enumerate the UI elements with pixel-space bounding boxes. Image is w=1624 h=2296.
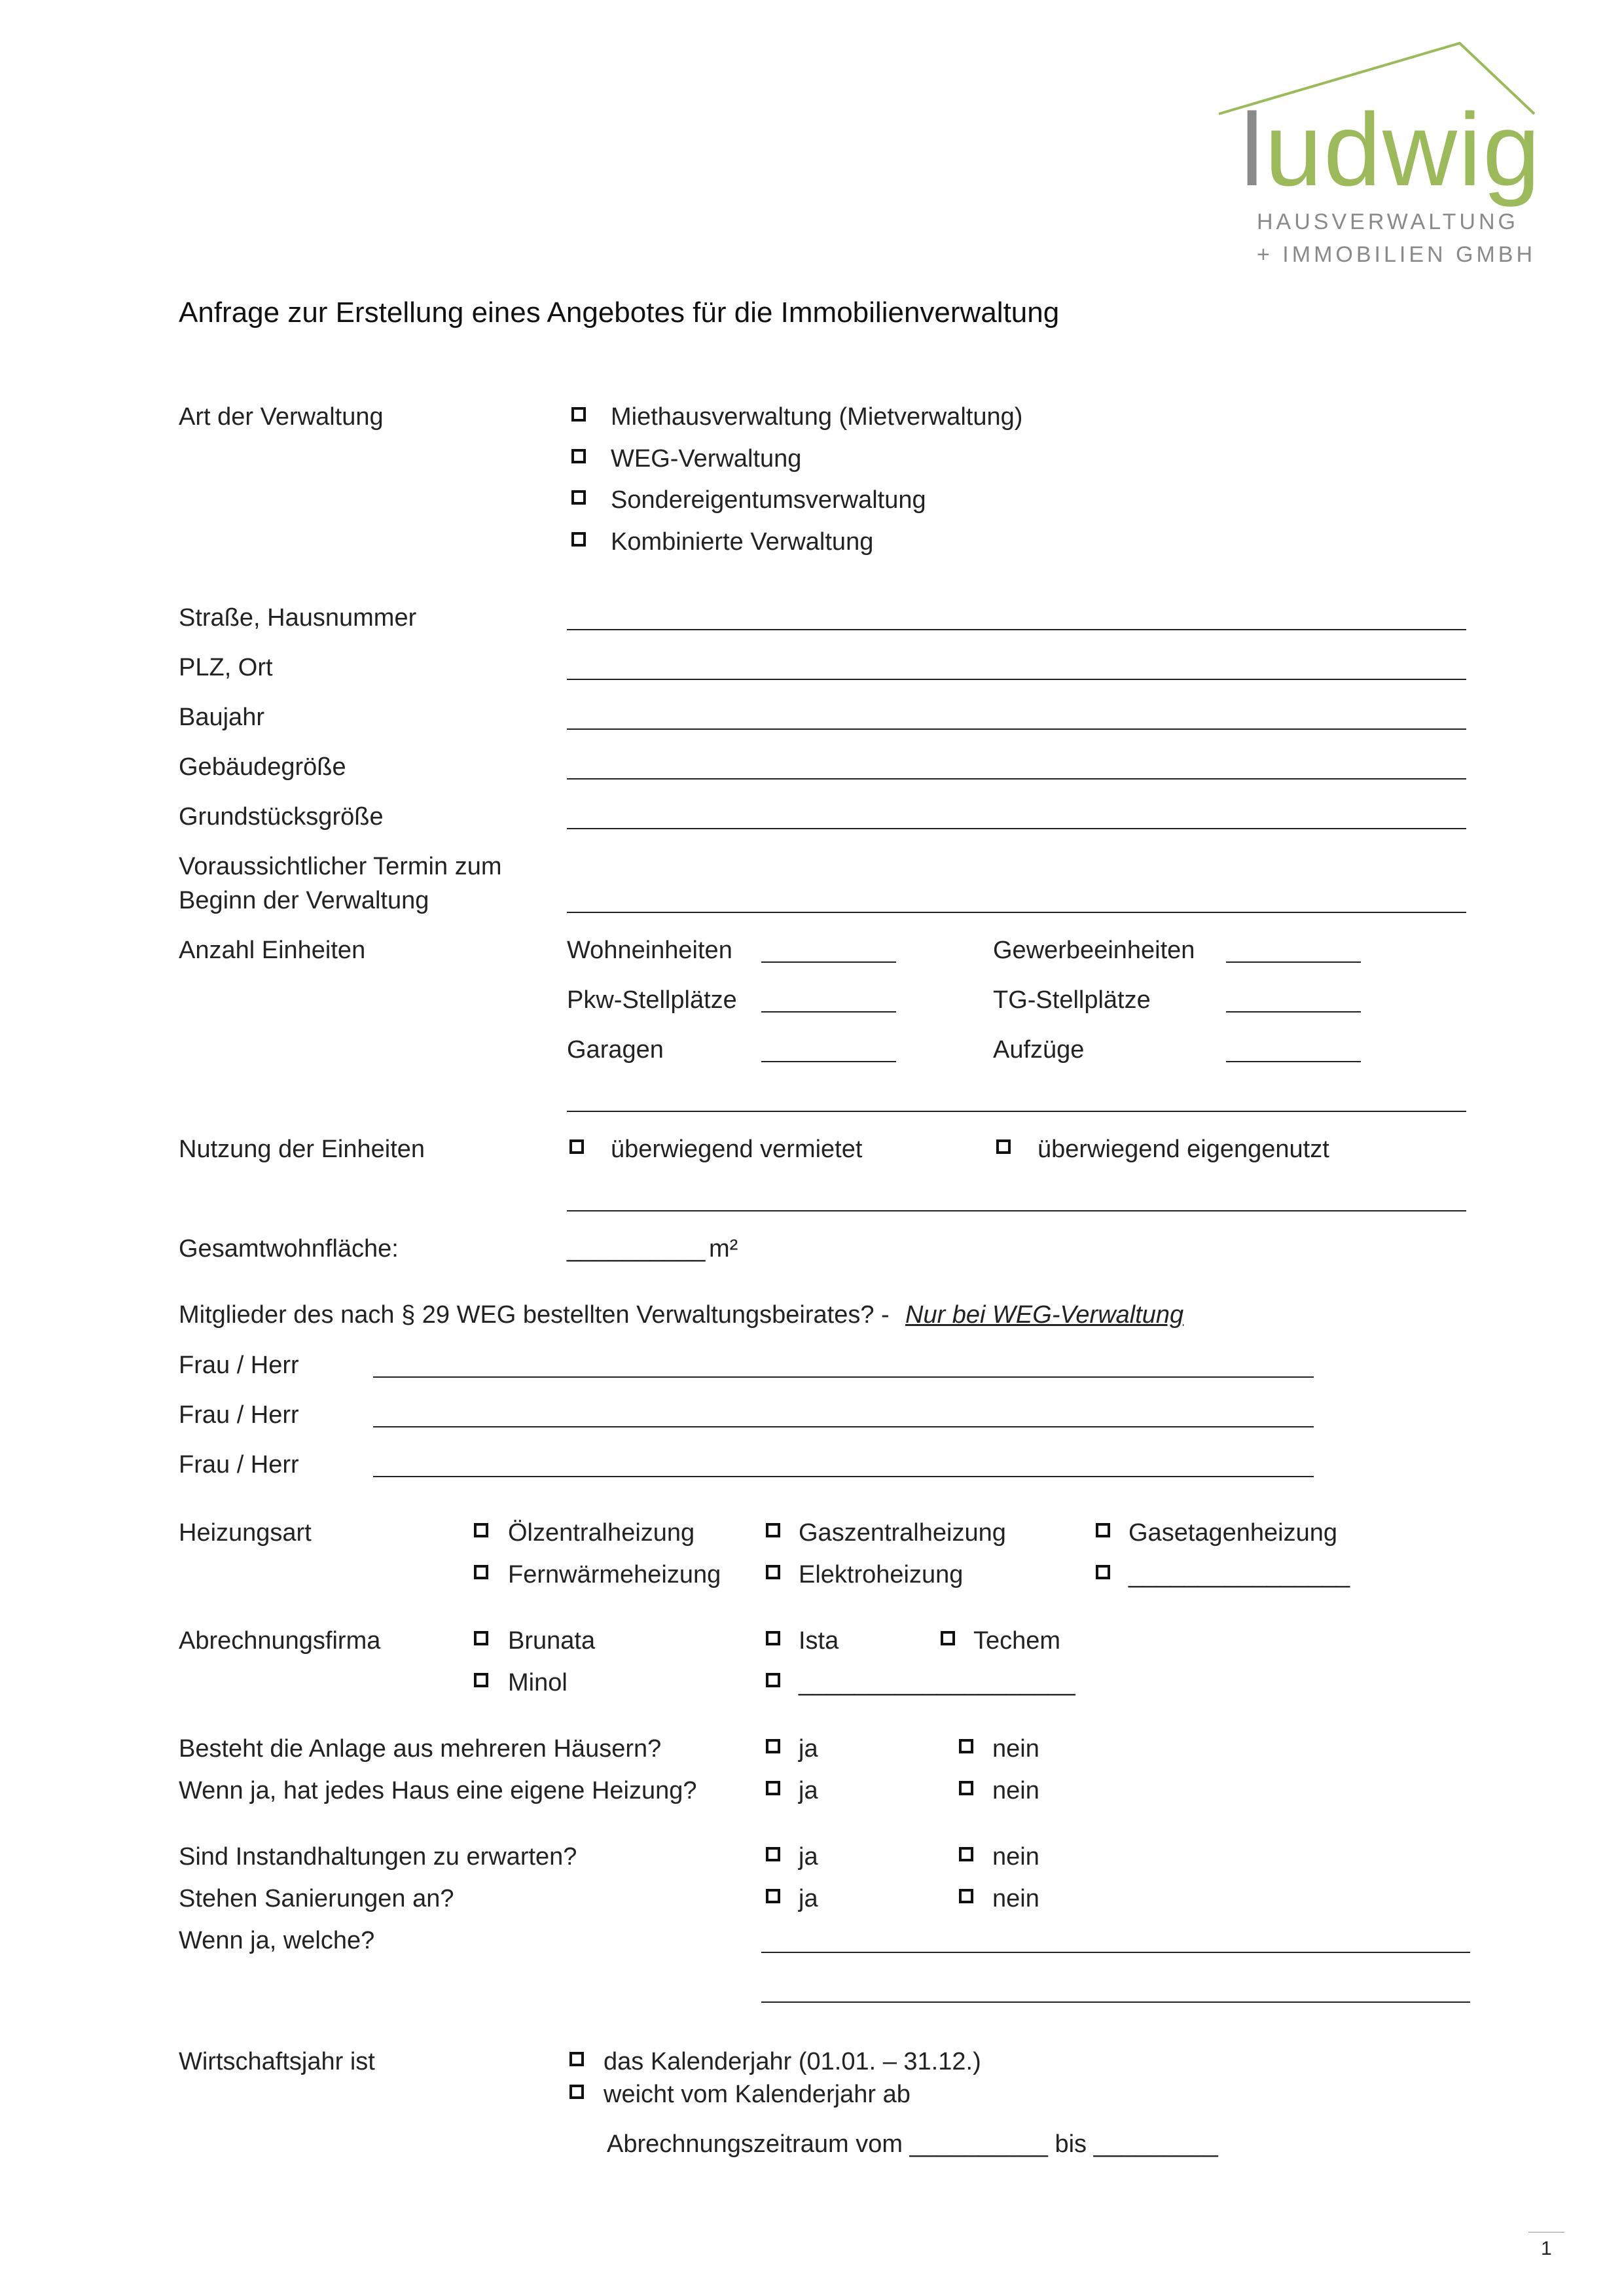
pkw-field[interactable]	[761, 1011, 896, 1013]
einheiten-label: Anzahl Einheiten	[179, 937, 366, 964]
heizung-elektro-label: Elektroheizung	[799, 1561, 964, 1588]
nutzung-checkbox-1[interactable]	[569, 1139, 584, 1154]
abrechnung-techem-checkbox[interactable]	[941, 1631, 955, 1645]
wirtschaftsjahr-option-1: das Kalenderjahr (01.01. – 31.12.)	[604, 2048, 981, 2075]
art-checkbox-1[interactable]	[571, 407, 586, 422]
heizung-etage-checkbox[interactable]	[1096, 1523, 1110, 1537]
heizung-gas-label: Gaszentralheizung	[799, 1519, 1006, 1547]
nutzung-extra-field[interactable]	[567, 1210, 1466, 1211]
heizung-label: Heizungsart	[179, 1519, 312, 1547]
abrechnungszeitraum: Abrechnungszeitraum vom __________ bis _________	[607, 2130, 1218, 2158]
tg-label: TG-Stellplätze	[993, 986, 1151, 1014]
heizung-oel-label: Ölzentralheizung	[508, 1519, 695, 1547]
plz-field[interactable]	[567, 679, 1466, 680]
logo-line-1: HAUSVERWALTUNG	[1257, 209, 1519, 234]
wohnflaeche-unit: m²	[709, 1235, 738, 1263]
frage-heizung-ja-checkbox[interactable]	[766, 1781, 780, 1795]
pkw-label: Pkw-Stellplätze	[567, 986, 737, 1014]
frage-instandhaltung-nein-checkbox[interactable]	[959, 1847, 973, 1861]
page-number-rule	[1528, 2232, 1564, 2233]
wirtschaftsjahr-checkbox-2[interactable]	[569, 2085, 584, 2099]
aufzuege-label: Aufzüge	[993, 1036, 1085, 1064]
art-option-1: Miethausverwaltung (Mietverwaltung)	[611, 403, 1023, 431]
abrechnung-other-field[interactable]: ____________________	[799, 1669, 1075, 1696]
garagen-field[interactable]	[761, 1061, 896, 1062]
abrechnung-ista-checkbox[interactable]	[766, 1631, 780, 1645]
frage-haeuser: Besteht die Anlage aus mehreren Häusern?	[179, 1735, 662, 1763]
wirtschaftsjahr-checkbox-1[interactable]	[569, 2052, 584, 2066]
beirat-person-label-2: Frau / Herr	[179, 1401, 299, 1429]
gebaeude-field[interactable]	[567, 778, 1466, 780]
heizung-fern-checkbox[interactable]	[474, 1565, 488, 1579]
aufzuege-field[interactable]	[1226, 1061, 1361, 1062]
abrechnung-brunata-label: Brunata	[508, 1627, 596, 1655]
wohn-field[interactable]	[761, 961, 896, 963]
termin-field[interactable]	[567, 912, 1466, 913]
beirat-person-label-3: Frau / Herr	[179, 1451, 299, 1479]
frage-instandhaltung-ja: ja	[799, 1843, 818, 1871]
frage-heizung-nein-checkbox[interactable]	[959, 1781, 973, 1795]
beirat-question: Mitglieder des nach § 29 WEG bestellten Verwaltungsbeirates? -	[179, 1301, 890, 1329]
baujahr-field[interactable]	[567, 728, 1466, 730]
gewerbe-field[interactable]	[1226, 961, 1361, 963]
art-checkbox-2[interactable]	[571, 449, 586, 463]
termin-label-1: Voraussichtlicher Termin zum	[179, 853, 502, 880]
heizung-fern-label: Fernwärmeheizung	[508, 1561, 721, 1588]
heizung-elektro-checkbox[interactable]	[766, 1565, 780, 1579]
frage-heizung-ja: ja	[799, 1777, 818, 1804]
wohnflaeche-field[interactable]: __________	[567, 1235, 706, 1263]
beirat-person-label-1: Frau / Herr	[179, 1352, 299, 1379]
abrechnung-brunata-checkbox[interactable]	[474, 1631, 488, 1645]
logo: ludwig	[1240, 92, 1542, 207]
frage-sanierung-ja: ja	[799, 1885, 818, 1912]
logo-line-2: + IMMOBILIEN GMBH	[1257, 242, 1536, 267]
nutzung-label: Nutzung der Einheiten	[179, 1136, 425, 1163]
frage-haeuser-ja: ja	[799, 1735, 818, 1763]
strasse-label: Straße, Hausnummer	[179, 604, 417, 632]
frage-sanierung-ja-checkbox[interactable]	[766, 1889, 780, 1903]
heizung-oel-checkbox[interactable]	[474, 1523, 488, 1537]
wohn-label: Wohneinheiten	[567, 937, 732, 964]
frage-haeuser-nein: nein	[992, 1735, 1039, 1763]
art-checkbox-3[interactable]	[571, 490, 586, 505]
welche-field-2[interactable]	[761, 2001, 1470, 2003]
page-title: Anfrage zur Erstellung eines Angebotes für die Immobilienverwaltung	[179, 296, 1060, 329]
frage-welche: Wenn ja, welche?	[179, 1927, 375, 1954]
frage-sanierung-nein-checkbox[interactable]	[959, 1889, 973, 1903]
abrechnung-minol-checkbox[interactable]	[474, 1673, 488, 1687]
termin-label-2: Beginn der Verwaltung	[179, 887, 429, 914]
frage-instandhaltung-nein: nein	[992, 1843, 1039, 1871]
nutzung-option-1: überwiegend vermietet	[611, 1136, 863, 1163]
heizung-other-checkbox[interactable]	[1096, 1565, 1110, 1579]
wirtschaftsjahr-label: Wirtschaftsjahr ist	[179, 2048, 375, 2075]
wohnflaeche-label: Gesamtwohnfläche:	[179, 1235, 399, 1263]
frage-instandhaltung: Sind Instandhaltungen zu erwarten?	[179, 1843, 577, 1871]
art-option-2: WEG-Verwaltung	[611, 445, 802, 473]
welche-field-1[interactable]	[761, 1952, 1470, 1953]
nutzung-checkbox-2[interactable]	[996, 1139, 1011, 1154]
frage-heizung-nein: nein	[992, 1777, 1039, 1804]
art-checkbox-4[interactable]	[571, 532, 586, 547]
abrechnung-other-checkbox[interactable]	[766, 1673, 780, 1687]
strasse-field[interactable]	[567, 629, 1466, 630]
abrechnung-label: Abrechnungsfirma	[179, 1627, 381, 1655]
art-option-3: Sondereigentumsverwaltung	[611, 486, 926, 514]
wirtschaftsjahr-option-2: weicht vom Kalenderjahr ab	[604, 2081, 911, 2108]
gebaeude-label: Gebäudegröße	[179, 753, 346, 781]
garagen-label: Garagen	[567, 1036, 664, 1064]
beirat-person-field-3[interactable]	[373, 1476, 1314, 1477]
plz-label: PLZ, Ort	[179, 654, 273, 681]
art-option-4: Kombinierte Verwaltung	[611, 528, 874, 556]
page-number: 1	[1541, 2238, 1552, 2259]
art-label: Art der Verwaltung	[179, 403, 384, 431]
frage-sanierung: Stehen Sanierungen an?	[179, 1885, 454, 1912]
frage-sanierung-nein: nein	[992, 1885, 1039, 1912]
heizung-gas-checkbox[interactable]	[766, 1523, 780, 1537]
frage-haeuser-ja-checkbox[interactable]	[766, 1739, 780, 1753]
beirat-person-field-1[interactable]	[373, 1376, 1314, 1378]
beirat-person-field-2[interactable]	[373, 1426, 1314, 1427]
grundstueck-field[interactable]	[567, 828, 1466, 829]
baujahr-label: Baujahr	[179, 704, 264, 731]
beirat-note: Nur bei WEG-Verwaltung	[905, 1301, 1184, 1329]
gewerbe-label: Gewerbeeinheiten	[993, 937, 1195, 964]
heizung-etage-label: Gasetagenheizung	[1128, 1519, 1338, 1547]
frage-haeuser-nein-checkbox[interactable]	[959, 1739, 973, 1753]
frage-heizung: Wenn ja, hat jedes Haus eine eigene Heizung?	[179, 1777, 697, 1804]
abrechnung-techem-label: Techem	[973, 1627, 1061, 1655]
frage-instandhaltung-ja-checkbox[interactable]	[766, 1847, 780, 1861]
tg-field[interactable]	[1226, 1011, 1361, 1013]
nutzung-option-2: überwiegend eigengenutzt	[1038, 1136, 1329, 1163]
grundstueck-label: Grundstücksgröße	[179, 803, 384, 831]
heizung-other-field[interactable]: ________________	[1128, 1561, 1350, 1588]
einheiten-extra-field[interactable]	[567, 1111, 1466, 1112]
abrechnung-minol-label: Minol	[508, 1669, 568, 1696]
abrechnung-ista-label: Ista	[799, 1627, 839, 1655]
